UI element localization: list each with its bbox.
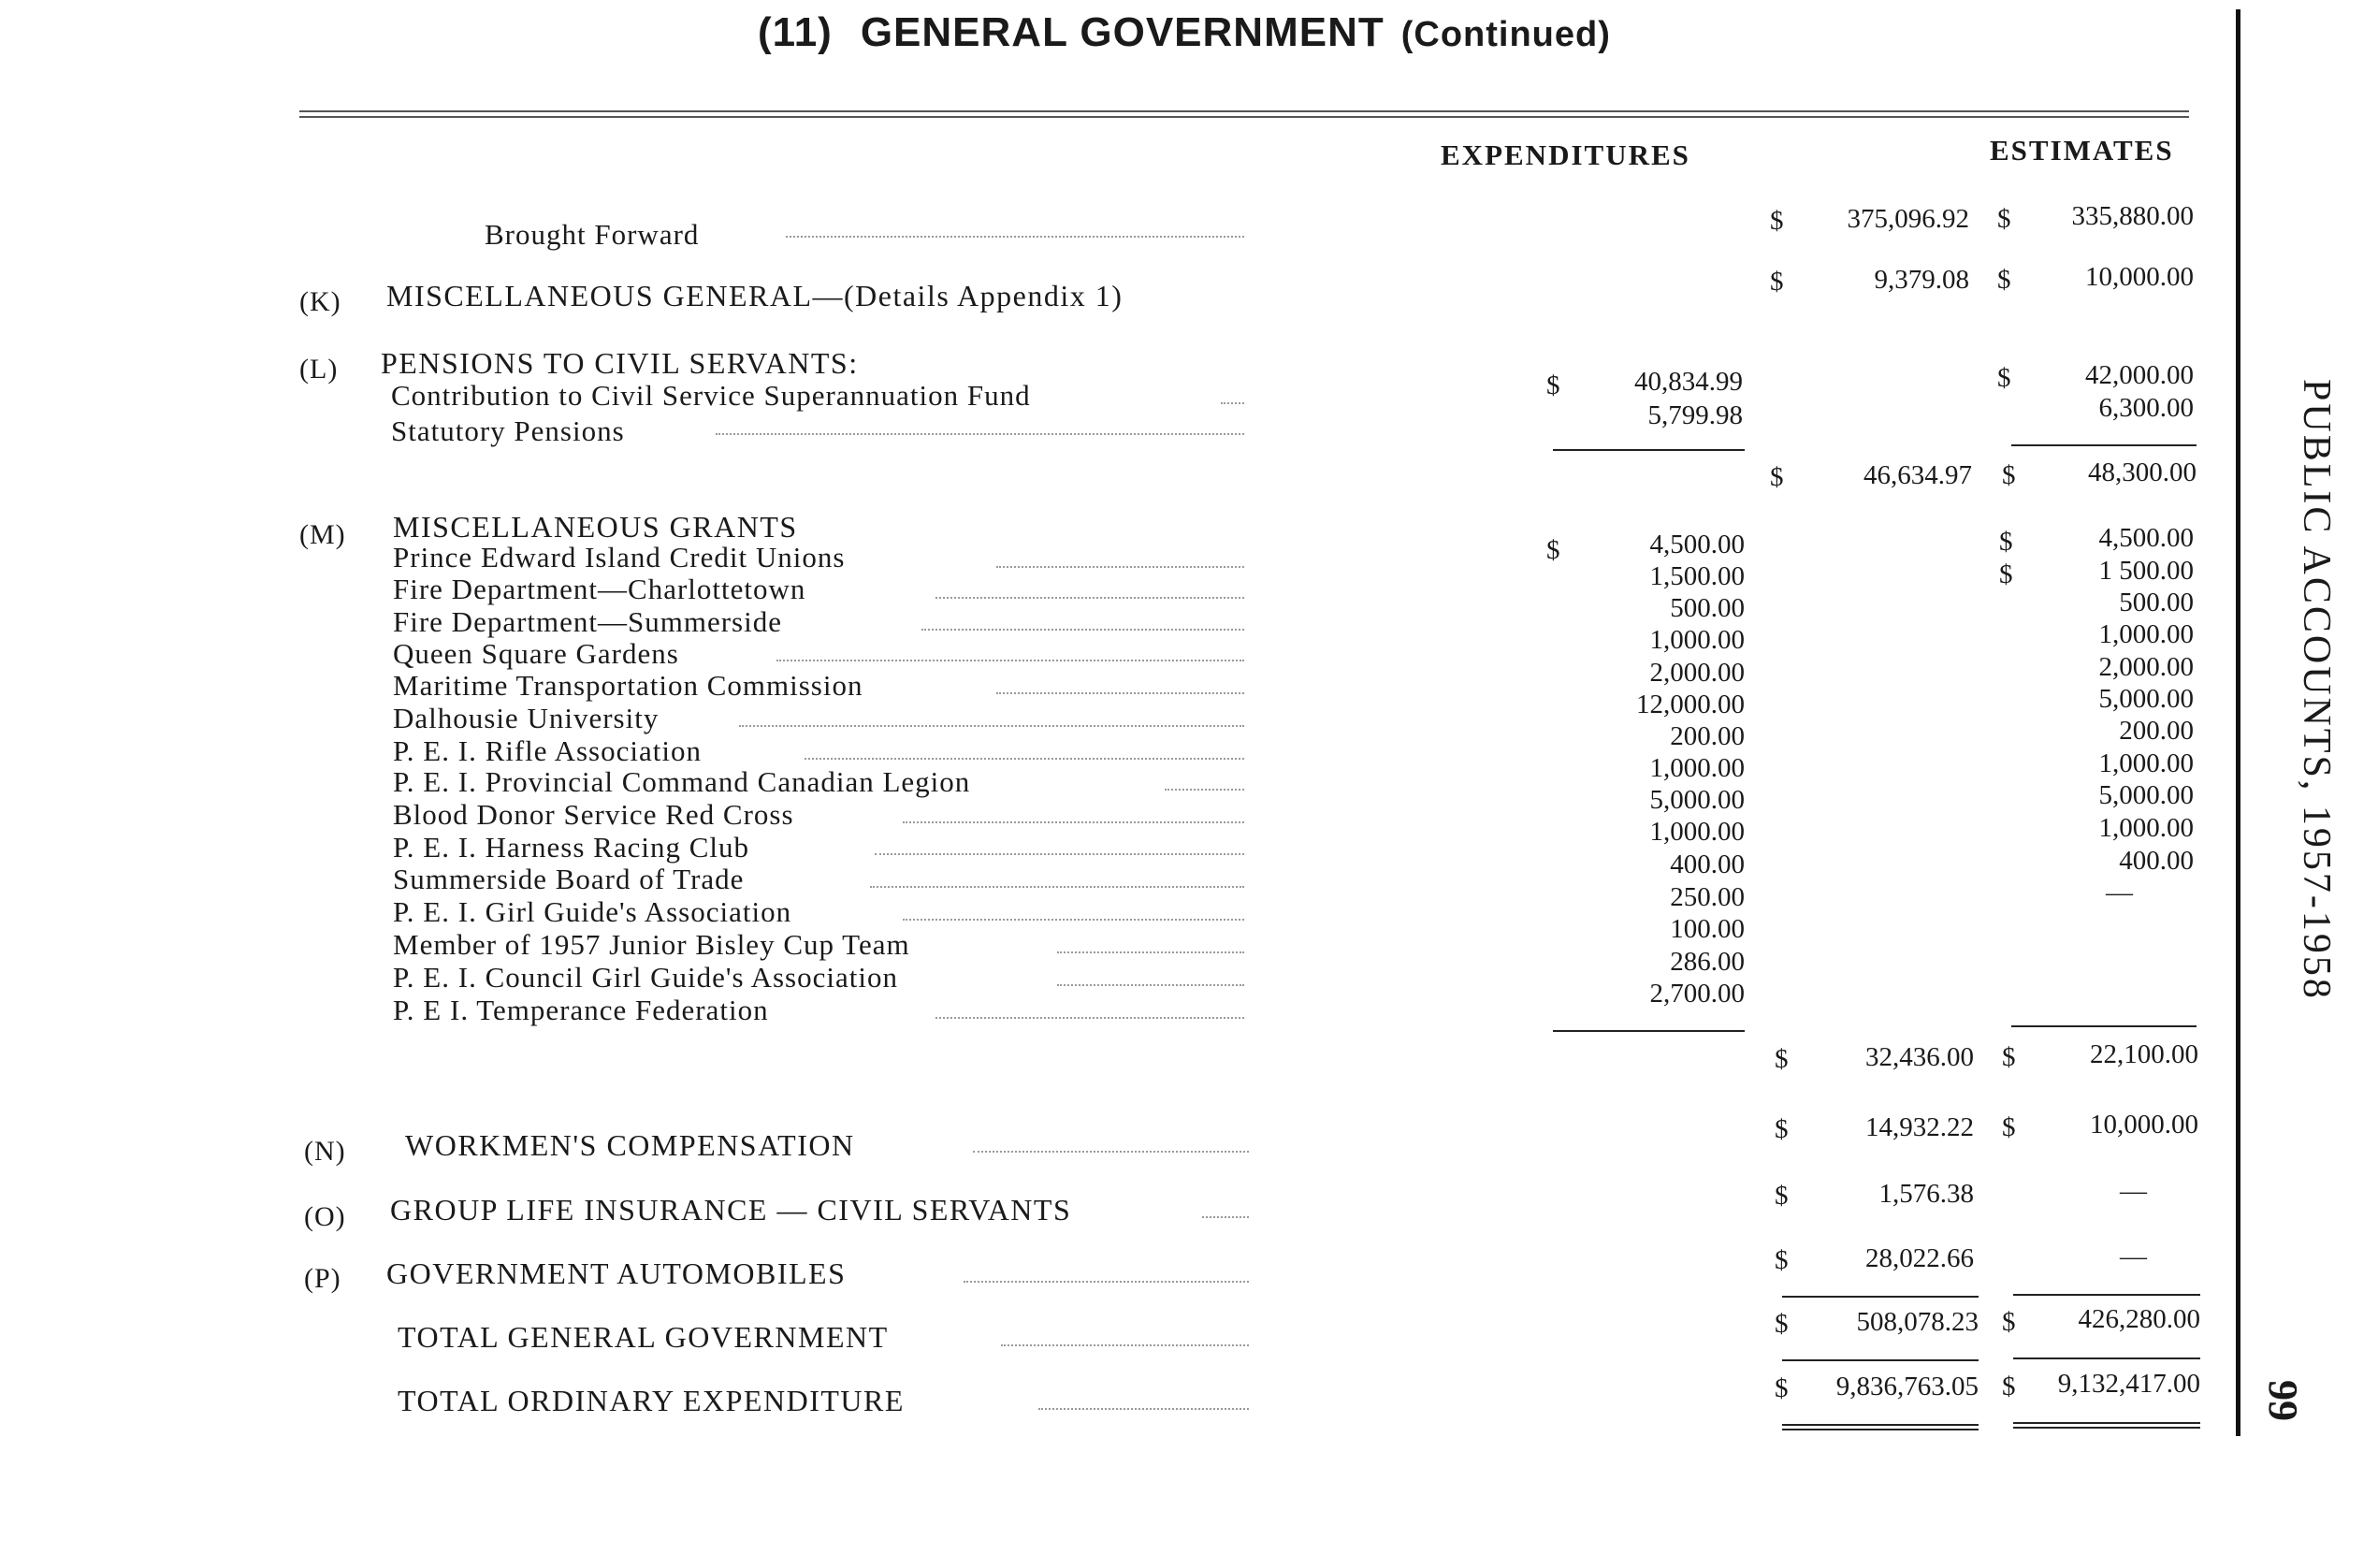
dot-leader [1221,402,1244,404]
section-number: (11) [758,9,833,55]
total-rule [1782,1359,1979,1361]
dot-leader [739,725,1244,727]
l-item-label: Contribution to Civil Service Superannuation Fund [391,379,1031,412]
expenditures-heading: EXPENDITURES [1441,138,1690,171]
m-item-label: Maritime Transportation Commission [393,669,863,702]
title-text: GENERAL GOVERNMENT [860,9,1385,55]
total-rule [2013,1357,2200,1359]
m-label: MISCELLANEOUS GRANTS [393,510,798,544]
m-item-label: P. E. I. Harness Racing Club [393,831,750,864]
m-item-exp: 286.00 [1670,947,1745,977]
m-item-exp: 2,000.00 [1649,658,1745,688]
m-total-est: 22,100.00 [2090,1039,2198,1069]
dot-leader [776,660,1244,661]
dot-leader [1057,984,1244,986]
m-item-label: Prince Edward Island Credit Unions [393,541,846,573]
k-total: 9,379.08 [1874,265,1969,295]
double-rule [2013,1422,2200,1424]
m-item-label: Blood Donor Service Red Cross [393,798,794,831]
dot-leader [1001,1344,1249,1346]
m-item-exp: 5,000.00 [1649,785,1745,815]
dot-leader [870,886,1244,888]
l-item-est: 6,300.00 [2098,393,2194,423]
section-letter-p: (P) [304,1263,341,1294]
m-item-exp: 12,000.00 [1636,690,1745,719]
o-label: GROUP LIFE INSURANCE — CIVIL SERVANTS [390,1193,1072,1227]
total-ordinary-label: TOTAL ORDINARY EXPENDITURE [398,1384,905,1417]
running-title: PUBLIC ACCOUNTS, 1957-1958 [2295,379,2338,1001]
o-total: 1,576.38 [1878,1179,1974,1209]
brought-forward-label: Brought Forward [485,218,700,251]
dollar-sign: $ [1775,1309,1789,1339]
section-letter-l: (L) [299,354,339,385]
page-number: 99 [2260,1380,2306,1421]
dollar-sign: $ [1546,370,1560,400]
m-item-label: P. E. I. Rifle Association [393,734,702,767]
estimates-heading: ESTIMATES [1990,134,2174,167]
m-item-label: Queen Square Gardens [393,637,679,670]
dot-leader [996,566,1244,568]
dollar-sign: $ [1775,1245,1789,1275]
l-item-est: 42,000.00 [2085,360,2194,390]
total-ordinary-est: 9,132,417.00 [2057,1369,2200,1399]
o-estimate: — [2120,1176,2147,1206]
l-item-exp: 5,799.98 [1647,400,1743,430]
double-rule [1782,1424,1979,1426]
dot-leader [786,236,1244,238]
section-letter-o: (O) [304,1201,346,1232]
total-rule [1782,1296,1979,1298]
n-total: 14,932.22 [1865,1112,1974,1142]
brought-forward-total: 375,096.92 [1847,204,1969,234]
dollar-sign: $ [1770,462,1784,492]
dollar-sign: $ [1997,265,2011,295]
m-item-est: 5,000.00 [2098,684,2194,714]
m-item-label: P. E. I. Council Girl Guide's Association [393,961,898,994]
m-item-exp: 250.00 [1670,882,1745,912]
dot-leader [1202,1216,1249,1218]
total-ordinary-exp: 9,836,763.05 [1835,1372,1979,1401]
dot-leader [1165,789,1244,791]
l-label: PENSIONS TO CIVIL SERVANTS: [381,346,859,380]
m-item-est: 5,000.00 [2098,780,2194,810]
section-letter-m: (M) [299,519,346,550]
section-letter-k: (K) [299,286,341,317]
dot-leader [935,597,1244,599]
m-item-label: P. E I. Temperance Federation [393,994,769,1026]
m-item-label: Dalhousie University [393,702,660,734]
p-label: GOVERNMENT AUTOMOBILES [386,1256,847,1290]
dollar-sign: $ [1770,206,1784,236]
m-item-exp: 200.00 [1670,721,1745,751]
header-rule [299,110,2189,112]
total-general-label: TOTAL GENERAL GOVERNMENT [398,1320,889,1354]
total-general-est: 426,280.00 [2078,1304,2200,1334]
n-label: WORKMEN'S COMPENSATION [405,1128,855,1162]
m-item-label: Member of 1957 Junior Bisley Cup Team [393,928,910,961]
dollar-sign: $ [1546,535,1560,565]
m-item-exp: 1,000.00 [1649,817,1745,847]
dot-leader [996,692,1244,694]
double-rule [2013,1427,2200,1429]
dot-leader [1057,951,1244,953]
m-item-est: 2,000.00 [2098,652,2194,682]
subtotal-rule [2011,444,2197,446]
m-item-est: 1,000.00 [2098,619,2194,649]
total-general-exp: 508,078.23 [1856,1307,1979,1337]
dot-leader [921,629,1244,631]
dollar-sign: $ [2002,1372,2016,1401]
dot-leader [964,1281,1249,1283]
dot-leader [973,1151,1249,1153]
m-item-est: 4,500.00 [2098,523,2194,553]
k-label: MISCELLANEOUS GENERAL—(Details Appendix 1) [386,279,1124,312]
m-item-est: 200.00 [2119,716,2194,746]
subtotal-rule [1553,1030,1745,1032]
l-item-label: Statutory Pensions [391,414,625,447]
m-item-exp: 100.00 [1670,914,1745,944]
dollar-sign: $ [1997,363,2011,393]
m-item-exp: 500.00 [1670,593,1745,623]
brought-forward-estimate: 335,880.00 [2071,201,2194,231]
p-estimate: — [2120,1241,2147,1271]
m-item-exp: 2,700.00 [1649,979,1745,1009]
l-total-est: 48,300.00 [2088,457,2197,487]
m-item-exp: 400.00 [1670,849,1745,879]
dollar-sign: $ [1775,1044,1789,1074]
m-item-exp: 1,500.00 [1649,561,1745,591]
dollar-sign: $ [2002,1112,2016,1142]
dot-leader [1038,1408,1249,1410]
m-item-est: 1,000.00 [2098,813,2194,843]
dollar-sign: $ [1770,267,1784,297]
m-item-est: 1,000.00 [2098,748,2194,778]
section-letter-n: (N) [304,1136,346,1167]
dot-leader [805,758,1244,760]
subtotal-rule [1553,449,1745,451]
m-item-exp: 1,000.00 [1649,625,1745,655]
page-title [758,9,1611,56]
dollar-sign: $ [1775,1373,1789,1403]
l-total: 46,634.97 [1863,460,1972,490]
header-rule-2 [299,116,2189,118]
m-item-label: Fire Department—Charlottetown [393,573,806,605]
k-estimate: 10,000.00 [2085,262,2194,292]
dot-leader [903,919,1244,921]
m-item-label: P. E. I. Provincial Command Canadian Legion [393,765,971,798]
dollar-sign: $ [2002,460,2016,490]
dollar-sign: $ [1999,527,2013,557]
m-item-label: P. E. I. Girl Guide's Association [393,895,792,928]
double-rule [1782,1429,1979,1430]
m-item-exp: 1,000.00 [1649,753,1745,783]
m-item-est: 400.00 [2119,846,2194,876]
dot-leader [935,1017,1244,1019]
n-estimate: 10,000.00 [2090,1110,2198,1140]
dot-leader [903,821,1244,823]
dollar-sign: $ [1997,204,2011,234]
m-item-est: 500.00 [2119,588,2194,617]
m-item-est: — [2106,878,2133,907]
m-total: 32,436.00 [1865,1042,1974,1072]
total-rule [2013,1294,2200,1296]
dollar-sign: $ [1999,559,2013,589]
subtotal-rule [2011,1025,2197,1027]
dot-leader [875,853,1244,855]
dollar-sign: $ [1775,1114,1789,1144]
m-item-label: Fire Department—Summerside [393,605,782,638]
dollar-sign: $ [2002,1042,2016,1072]
title-continued: (Continued) [1400,15,1611,54]
m-item-est: 1 500.00 [2098,556,2194,586]
m-item-exp: 4,500.00 [1649,530,1745,559]
p-total: 28,022.66 [1865,1243,1974,1273]
dollar-sign: $ [2002,1307,2016,1337]
dollar-sign: $ [1775,1181,1789,1211]
dot-leader [716,433,1244,435]
margin-rule [2236,9,2240,1436]
m-item-label: Summerside Board of Trade [393,863,745,895]
l-item-exp: 40,834.99 [1634,367,1743,397]
